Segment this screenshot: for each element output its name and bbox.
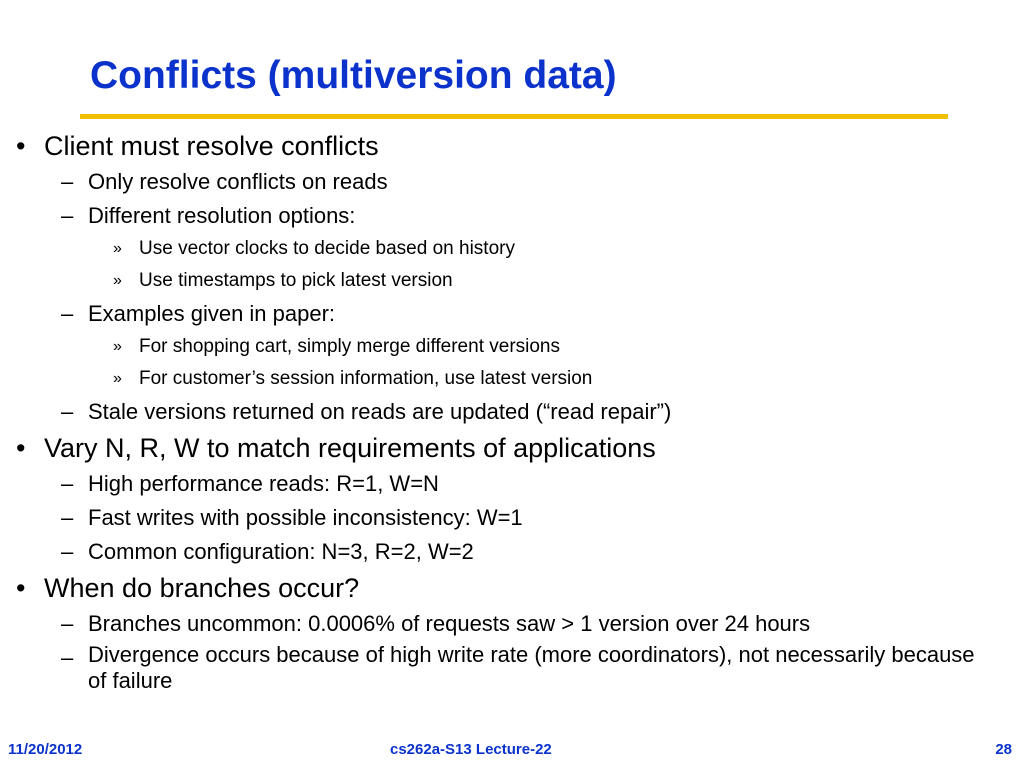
sub-bullet-text: High performance reads: R=1, W=N [88, 471, 439, 496]
bullet-text: Vary N, R, W to match requirements of applications [44, 433, 656, 463]
dash-marker: – [61, 399, 74, 424]
bullet-branches-occur [0, 570, 1024, 608]
title-underline [80, 114, 948, 119]
dash-marker: – [61, 301, 74, 326]
dash-marker: – [61, 471, 74, 496]
sub-bullet-read-repair [0, 396, 1024, 430]
dash-marker: – [61, 505, 74, 530]
sub-bullet-common-config [0, 536, 1024, 570]
dash-marker: – [61, 645, 74, 670]
slide-content [0, 128, 1024, 700]
sub-bullet-text: Common configuration: N=3, R=2, W=2 [88, 539, 474, 564]
sub-bullet-text: Only resolve conflicts on reads [88, 169, 388, 194]
sub-sub-bullet-text: For customer’s session information, use latest version [139, 368, 593, 389]
sub-sub-bullet-vector-clocks [0, 234, 1024, 266]
footer-page-number: 28 [995, 741, 1012, 758]
bullet-client-must-resolve [0, 128, 1024, 166]
slide-title: Conflicts (multiversion data) [90, 54, 617, 97]
bullet-marker: • [16, 131, 26, 161]
bullet-vary-nrw [0, 430, 1024, 468]
bullet-text: When do branches occur? [44, 573, 360, 603]
sub-sub-bullet-timestamps [0, 266, 1024, 298]
sub-bullet-text: Branches uncommon: 0.0006% of requests saw > 1 version over 24 hours [88, 611, 811, 636]
dash-marker: – [61, 203, 74, 228]
sub-bullet-branches-uncommon [0, 608, 1024, 642]
sub-sub-bullet-text: Use timestamps to pick latest version [139, 270, 453, 291]
chevron-marker: » [113, 240, 122, 257]
sub-sub-bullet-session-info [0, 364, 1024, 396]
sub-bullet-divergence [0, 642, 1024, 700]
footer-date: 11/20/2012 [8, 741, 83, 758]
sub-bullet-resolve-on-reads [0, 166, 1024, 200]
sub-bullet-text: Divergence occurs because of high write rate (more coordinators), not necessarily because of failure [88, 642, 975, 693]
sub-bullet-high-perf-reads [0, 468, 1024, 502]
sub-sub-bullet-text: For shopping cart, simply merge different versions [139, 336, 560, 357]
chevron-marker: » [113, 338, 122, 355]
chevron-marker: » [113, 272, 122, 289]
dash-marker: – [61, 539, 74, 564]
sub-bullet-text: Fast writes with possible inconsistency: W=1 [88, 505, 523, 530]
sub-sub-bullet-shopping-cart [0, 332, 1024, 364]
sub-bullet-text: Different resolution options: [88, 203, 356, 228]
dash-marker: – [61, 611, 74, 636]
bullet-marker: • [16, 573, 26, 603]
bullet-text: Client must resolve conflicts [44, 131, 379, 161]
sub-bullet-resolution-options [0, 200, 1024, 234]
sub-bullet-fast-writes [0, 502, 1024, 536]
sub-bullet-text: Stale versions returned on reads are updated (“read repair”) [88, 399, 672, 424]
sub-bullet-text: Examples given in paper: [88, 301, 336, 326]
dash-marker: – [61, 169, 74, 194]
chevron-marker: » [113, 370, 122, 387]
footer-course-title: cs262a-S13 Lecture-22 [390, 741, 552, 758]
sub-sub-bullet-text: Use vector clocks to decide based on history [139, 238, 515, 259]
bullet-marker: • [16, 433, 26, 463]
sub-bullet-examples [0, 298, 1024, 332]
